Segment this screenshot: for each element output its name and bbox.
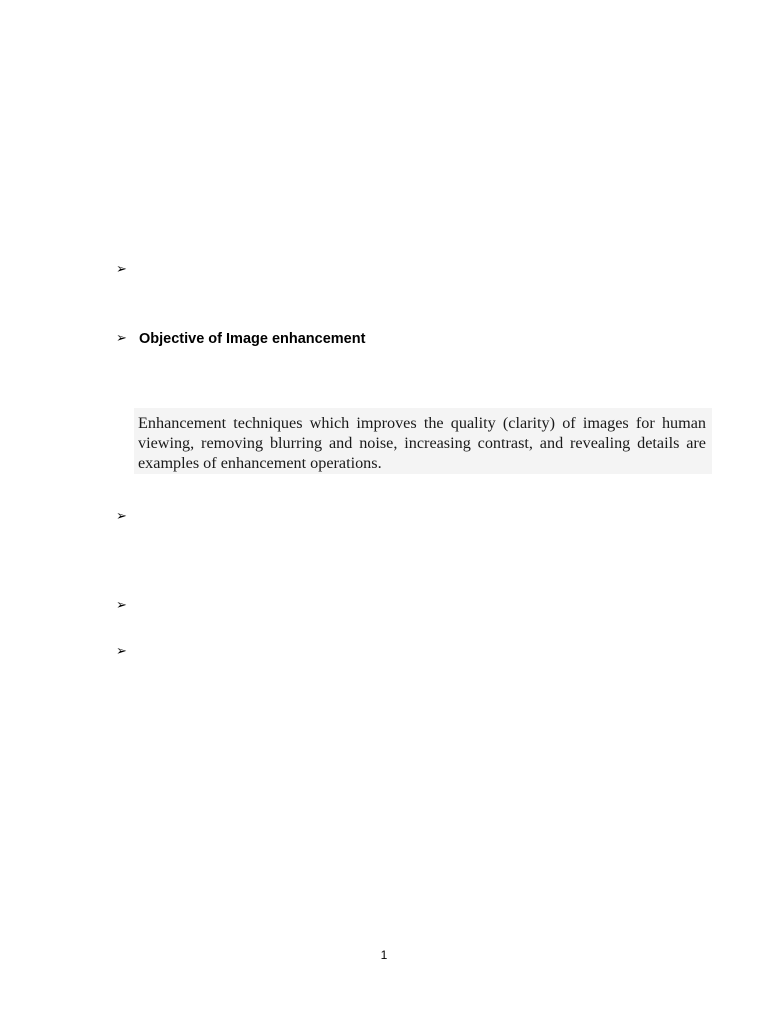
- excerpt-image-text: Enhancement techniques which improves the quality (clarity) of images for human viewing, removing blurring and noise, increasing contrast, and revealing details are examples of enhancement operations.: [134, 408, 712, 474]
- bullet-marker-heading: ➢: [116, 331, 127, 346]
- bullet-marker-empty-4: ➢: [116, 644, 127, 659]
- heading-row: [116, 330, 365, 348]
- bullet-marker-empty-3: ➢: [116, 598, 127, 613]
- bullet-marker-empty-1: ➢: [116, 262, 127, 277]
- page-number: 1: [380, 948, 388, 962]
- section-heading: Objective of Image enhancement: [139, 331, 366, 347]
- bullet-marker-empty-2: ➢: [116, 509, 127, 524]
